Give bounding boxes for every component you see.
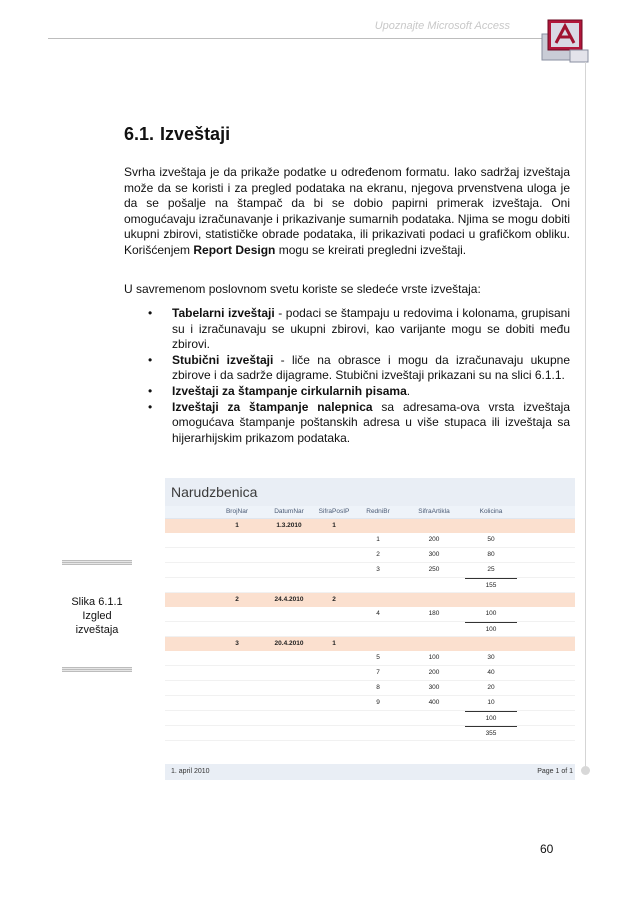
spacer-cell	[211, 681, 263, 695]
table-row	[165, 548, 575, 563]
order-number: 3	[235, 640, 239, 647]
quantity: 30	[487, 654, 495, 661]
table-row	[165, 533, 575, 548]
spacer-cell	[315, 563, 353, 577]
table-row	[165, 681, 575, 696]
spacer-cell	[263, 666, 315, 680]
spacer-cell	[165, 666, 211, 680]
quantity: 40	[487, 669, 495, 676]
spacer-cell	[315, 666, 353, 680]
list-item-term: Izveštaji za štampanje cirkularnih pisama	[172, 383, 407, 398]
column-header: SifraArtikla	[418, 508, 450, 515]
spacer-cell	[165, 607, 211, 621]
spacer-cell	[315, 607, 353, 621]
report-footer	[165, 764, 575, 780]
quantity: 10	[487, 699, 495, 706]
spacer-cell	[263, 622, 315, 636]
column-header: SifraPosIP	[318, 508, 350, 515]
spacer-cell	[315, 533, 353, 547]
spacer-cell	[403, 519, 465, 533]
spacer-cell	[211, 622, 263, 636]
group-row	[165, 593, 575, 607]
list-item	[148, 400, 570, 447]
spacer-cell	[403, 622, 465, 636]
paragraph-text: mogu se kreirati pregledni izveštaji.	[275, 242, 467, 257]
spacer-cell	[211, 607, 263, 621]
list-item-text: .	[406, 383, 411, 398]
spacer-cell	[211, 578, 263, 592]
spacer-cell	[403, 726, 465, 740]
spacer-cell	[165, 696, 211, 710]
group-row	[165, 637, 575, 651]
list-item-term: Stubični izveštaji	[172, 352, 274, 367]
spacer-cell	[353, 593, 403, 607]
article-code: 300	[428, 684, 440, 691]
intro-paragraph	[124, 165, 570, 259]
quantity: 20	[487, 684, 495, 691]
spacer-cell	[315, 622, 353, 636]
group-row	[165, 519, 575, 533]
caption-line: izveštaja	[75, 624, 119, 636]
table-row	[165, 726, 575, 741]
spacer-cell	[263, 563, 315, 577]
spacer-cell	[403, 711, 465, 725]
spacer-cell	[315, 711, 353, 725]
article-code: 400	[428, 699, 440, 706]
table-row	[165, 578, 575, 593]
spacer-cell	[211, 696, 263, 710]
order-number: 1	[235, 522, 239, 529]
article-code: 200	[428, 536, 440, 543]
spacer-cell	[315, 726, 353, 740]
table-row	[165, 696, 575, 711]
spacer-cell	[263, 651, 315, 665]
spacer-cell	[165, 622, 211, 636]
report-body	[165, 519, 575, 741]
line-number: 9	[376, 699, 380, 706]
line-number: 8	[376, 684, 380, 691]
report-page: Page 1 of 1	[537, 768, 573, 775]
spacer-cell	[165, 533, 211, 547]
list-item-term: Izveštaji za štampanje nalepnica	[172, 399, 373, 414]
spacer-cell	[315, 696, 353, 710]
spacer-cell	[263, 681, 315, 695]
report-date: 1. april 2010	[171, 768, 210, 775]
spacer-cell	[263, 533, 315, 547]
line-number: 5	[376, 654, 380, 661]
spacer-cell	[165, 548, 211, 562]
spacer-cell	[403, 637, 465, 651]
spacer-cell	[353, 711, 403, 725]
section-heading: Izveštaji	[160, 124, 231, 144]
spacer-cell	[211, 548, 263, 562]
group-subtotal: 155	[465, 578, 517, 592]
spacer-cell	[403, 593, 465, 607]
spacer-cell	[211, 651, 263, 665]
table-row	[165, 622, 575, 637]
paragraph-text: Svrha izveštaja je da prikaže podatke u određenom formatu. Iako sadržaj izveštaja može da se koristi i za pregled podataka na ekranu, njegova prvenstvena uloga je da se pošalje na štampač da bi se dobio papirni primerak izveštaja. Oni omogućavaju izračunavanje i prikazivanje sumarnih podataka. Njima se mogu dobiti ukupni zbirovi, statističke obrade podataka, ili prikazivati podaci u grafičkom obliku. Korišćenjem	[124, 165, 570, 257]
group-subtotal: 100	[465, 711, 517, 725]
spacer-cell	[315, 681, 353, 695]
spacer-cell	[465, 637, 517, 651]
spacer-cell	[315, 578, 353, 592]
spacer-cell	[263, 607, 315, 621]
margin-rule	[585, 62, 586, 772]
order-date: 20.4.2010	[274, 640, 304, 647]
bullet-icon: •	[148, 352, 153, 367]
article-code: 250	[428, 566, 440, 573]
spacer-cell	[353, 622, 403, 636]
list-item-text: sa adresama-ova vrsta izveštaja omogućava štampanje poštanskih adresa u više stupaca ili izveštaja sa hijerarhijskim prikazom podataka.	[172, 399, 571, 445]
page-number: 60	[540, 842, 554, 856]
spacer-cell	[403, 578, 465, 592]
table-row	[165, 666, 575, 681]
line-number: 2	[376, 551, 380, 558]
list-item-text: - podaci se štampaju u redovima i kolonama, grupisani su i izračunavaju se ukupni zbirovi, kao varijante mogu se dobiti među zbirovi.	[172, 306, 571, 352]
customer-code: 1	[332, 640, 336, 647]
caption-text	[62, 595, 132, 637]
list-item	[148, 384, 570, 400]
report-title: Narudzbenica	[165, 478, 575, 506]
column-header: Kolicina	[479, 508, 503, 515]
line-number: 3	[376, 566, 380, 573]
bullet-icon: •	[148, 383, 153, 398]
report-column-headers	[165, 506, 575, 519]
bullet-icon: •	[148, 399, 153, 414]
emphasis-text: Report Design	[193, 242, 276, 257]
spacer-cell	[165, 519, 211, 533]
caption-line: Izgled	[82, 610, 112, 622]
spacer-cell	[165, 726, 211, 740]
spacer-cell	[165, 563, 211, 577]
spacer-cell	[353, 726, 403, 740]
article-code: 200	[428, 669, 440, 676]
order-date: 24.4.2010	[274, 596, 304, 603]
spacer-cell	[211, 666, 263, 680]
customer-code: 2	[332, 596, 336, 603]
spacer-cell	[263, 696, 315, 710]
quantity: 50	[487, 536, 495, 543]
spacer-cell	[211, 563, 263, 577]
table-row	[165, 711, 575, 726]
quantity: 25	[487, 566, 495, 573]
report-types-list	[148, 306, 570, 446]
order-number: 2	[235, 596, 239, 603]
column-header: RedniBr	[366, 508, 390, 515]
spacer-cell	[263, 726, 315, 740]
figure-caption	[62, 560, 132, 672]
list-item	[148, 306, 570, 353]
spacer-cell	[263, 548, 315, 562]
group-subtotal: 100	[465, 622, 517, 636]
spacer-cell	[165, 578, 211, 592]
table-row	[165, 563, 575, 578]
column-header: DatumNar	[274, 508, 304, 515]
spacer-cell	[165, 711, 211, 725]
spacer-cell	[211, 533, 263, 547]
article-code: 180	[428, 610, 440, 617]
spacer-cell	[465, 519, 517, 533]
spacer-cell	[165, 637, 211, 651]
spacer-cell	[263, 711, 315, 725]
list-item-text: - liče na obrasce i mogu da izračunavaju ukupne zbirove i da sadrže dijagrame. Stubični izveštaji prikazani su na slici 6.1.1.	[172, 352, 570, 383]
access-logo-icon	[540, 16, 590, 64]
report-preview	[165, 478, 575, 780]
quantity: 80	[487, 551, 495, 558]
line-number: 7	[376, 669, 380, 676]
types-intro-paragraph: U savremenom poslovnom svetu koriste se sledeće vrste izveštaja:	[124, 282, 481, 296]
spacer-cell	[165, 593, 211, 607]
header-rule	[48, 38, 546, 39]
spacer-cell	[353, 578, 403, 592]
spacer-cell	[165, 681, 211, 695]
quantity: 100	[485, 610, 497, 617]
section-number: 6.1.	[124, 124, 155, 144]
article-code: 100	[428, 654, 440, 661]
table-row	[165, 651, 575, 666]
spacer-cell	[165, 506, 211, 518]
spacer-cell	[315, 651, 353, 665]
spacer-cell	[211, 711, 263, 725]
bullet-icon: •	[148, 306, 153, 320]
article-code: 300	[428, 551, 440, 558]
order-date: 1.3.2010	[276, 522, 302, 529]
line-number: 1	[376, 536, 380, 543]
grand-total: 355	[465, 726, 517, 740]
spacer-cell	[315, 548, 353, 562]
spacer-cell	[165, 651, 211, 665]
list-item-term: Tabelarni izveštaji	[172, 306, 275, 320]
spacer-cell	[263, 578, 315, 592]
table-row	[165, 607, 575, 622]
list-item	[148, 353, 570, 384]
customer-code: 1	[332, 522, 336, 529]
margin-rule-end	[581, 766, 590, 775]
spacer-cell	[465, 593, 517, 607]
spacer-cell	[353, 637, 403, 651]
caption-rule-bottom	[62, 667, 132, 672]
spacer-cell	[211, 726, 263, 740]
caption-line: Slika 6.1.1	[71, 596, 123, 608]
spacer-cell	[353, 519, 403, 533]
section-title	[124, 124, 236, 145]
line-number: 4	[376, 610, 380, 617]
caption-rule-top	[62, 560, 132, 565]
column-header: BrojNar	[225, 508, 249, 515]
header-title: Upoznajte Microsoft Access	[374, 20, 510, 32]
